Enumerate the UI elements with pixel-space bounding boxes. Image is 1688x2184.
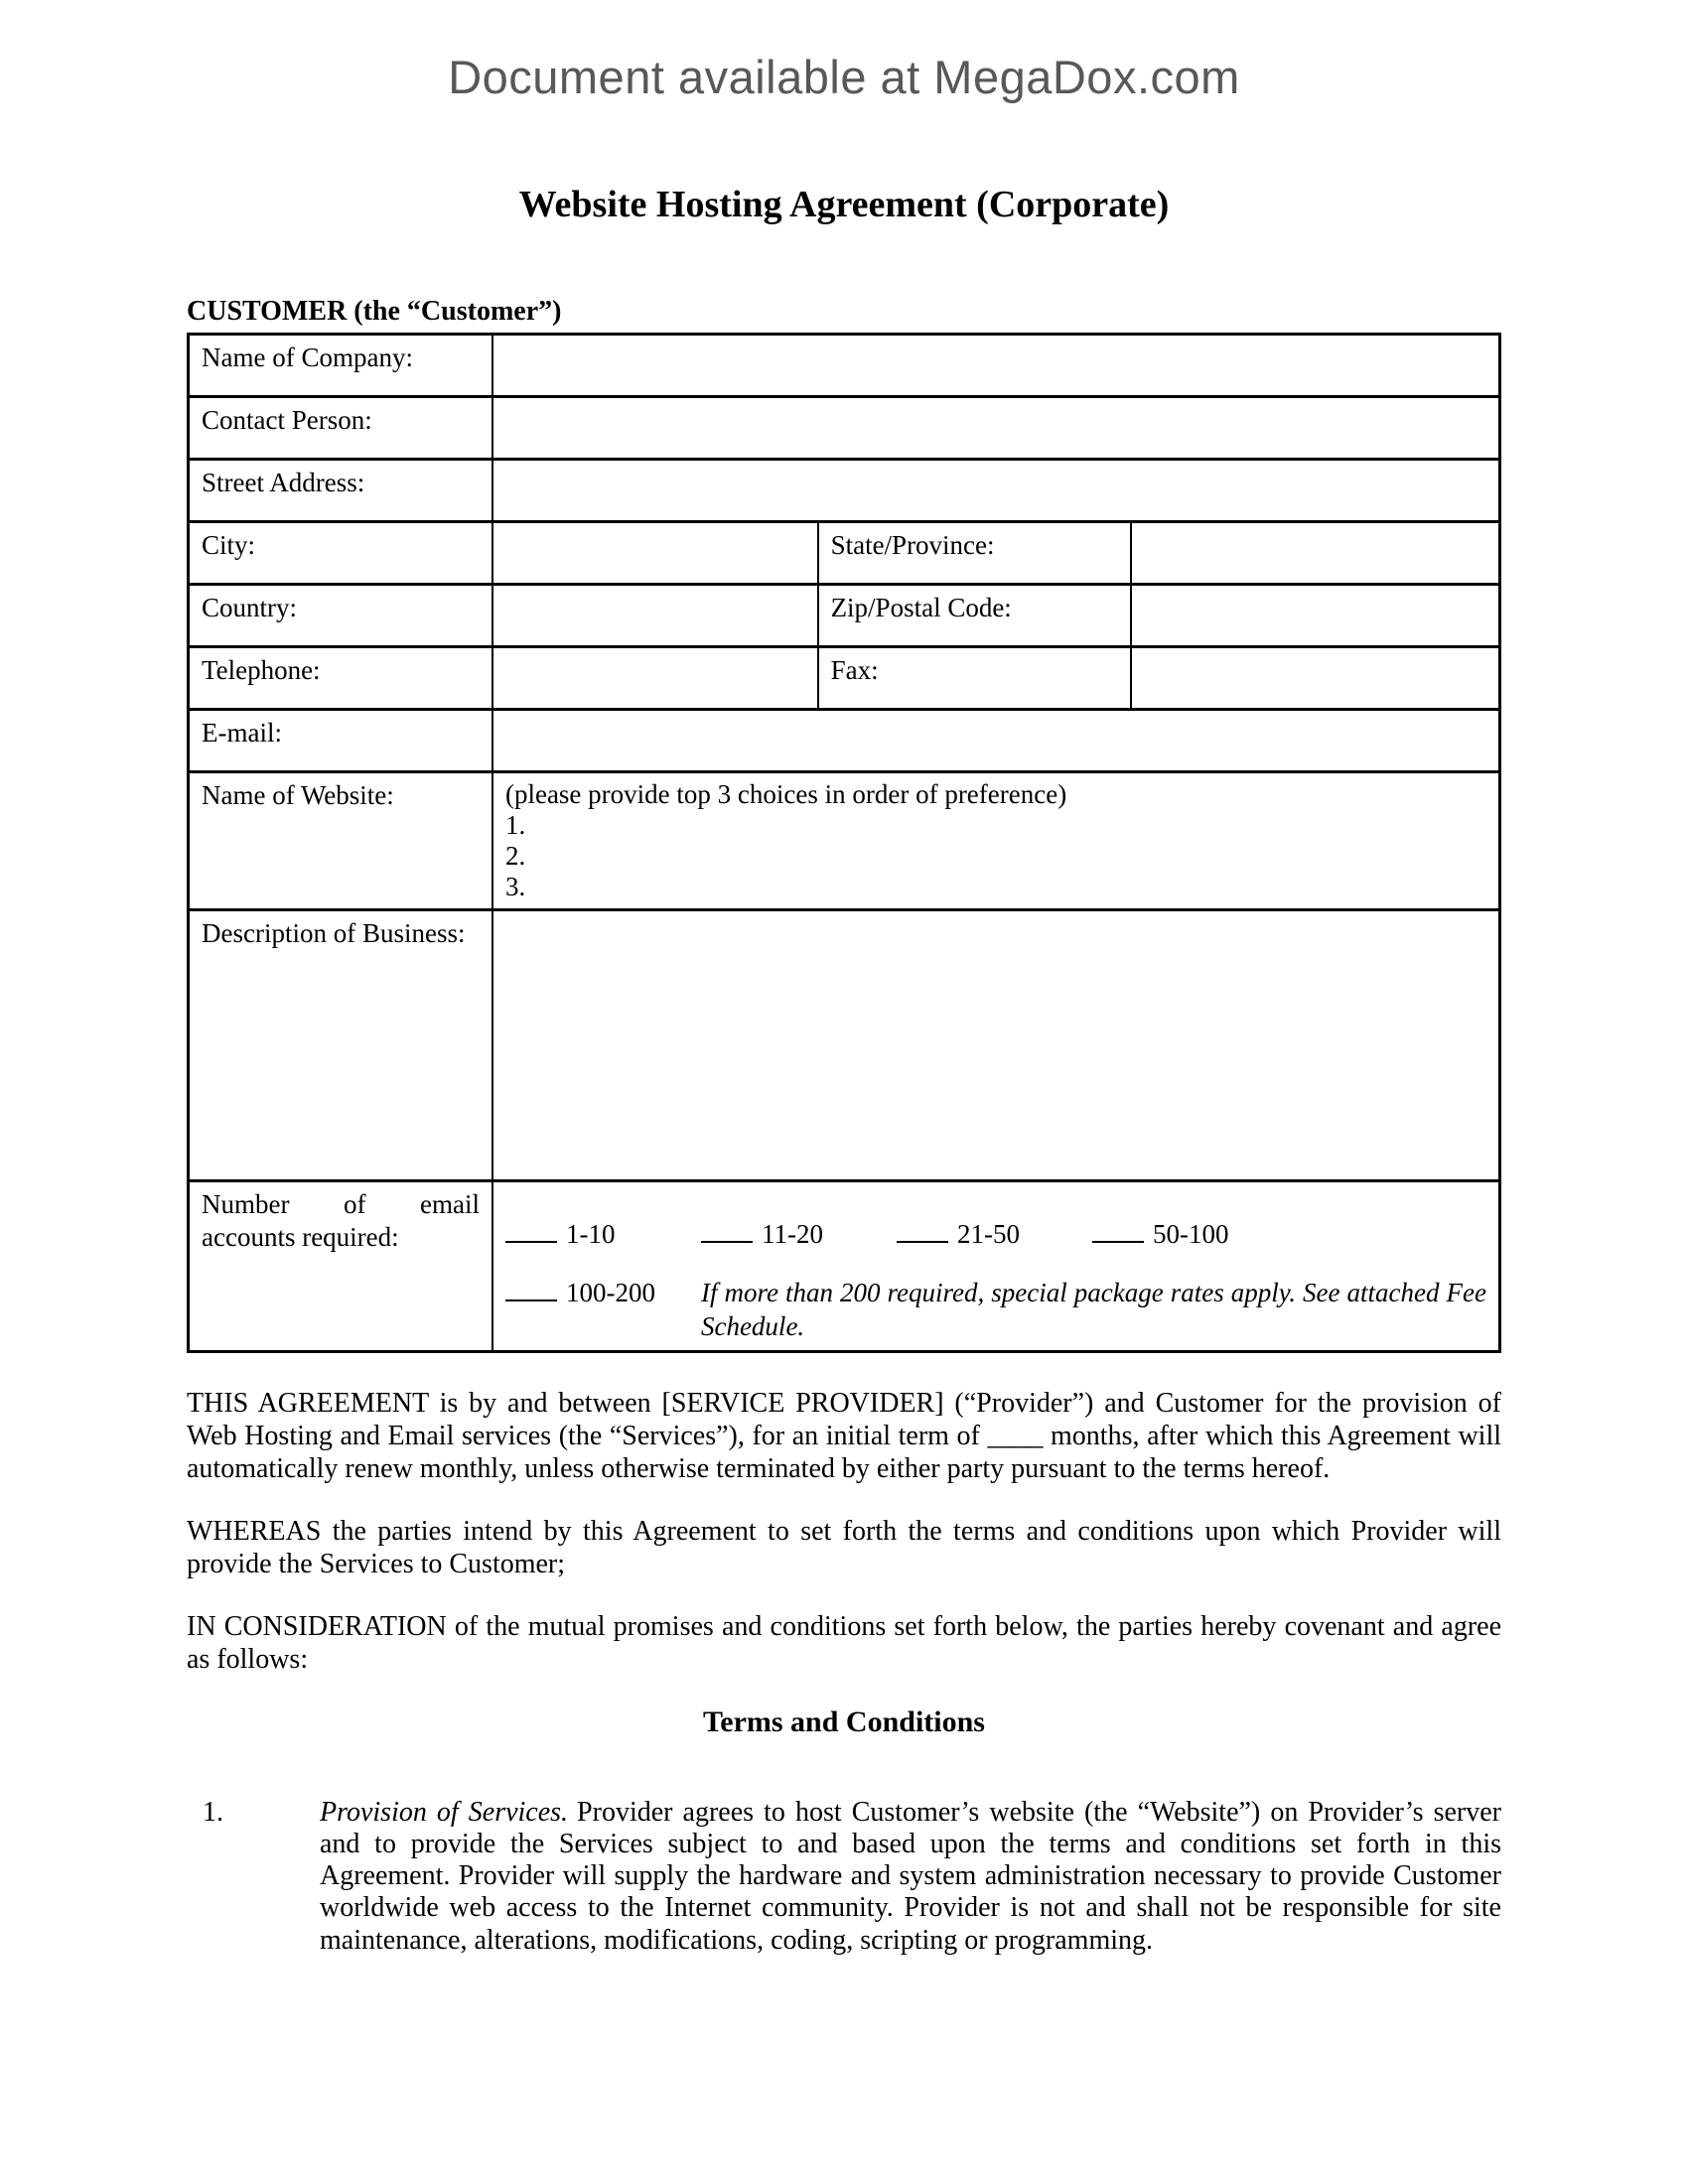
table-row — [189, 1181, 1500, 1351]
document-title: Website Hosting Agreement (Corporate) — [518, 184, 1170, 225]
option-label: 1-10 — [565, 1219, 616, 1250]
website-choice-3: 3. — [504, 872, 526, 902]
fill-in-blank — [897, 1237, 948, 1243]
term-text — [320, 1797, 1501, 1957]
website-choice-2: 2. — [504, 841, 526, 872]
state-province-field — [1131, 522, 1499, 585]
fill-in-blank — [505, 1296, 557, 1301]
table-row — [189, 585, 1500, 647]
term-body: Provider agrees to host Customer’s website (the “Website”) on Provider’s server and to provide the Services subject to and based upon the terms and conditions set forth in this Agreement. Provider will supply the hardware and system administration necessary to provide Customer worldwide web access to the Internet community. Provider is not and shall not be responsible for site maintenance, alterations, modifications, coding, scripting or programming. — [320, 1796, 1502, 1956]
zip-postal-code-field — [1131, 585, 1499, 647]
country-field — [492, 585, 818, 647]
watermark-text: Document available at MegaDox.com — [448, 51, 1240, 103]
option-label: 100-200 — [565, 1278, 655, 1308]
table-row — [189, 647, 1500, 710]
document-content — [187, 296, 1501, 1957]
website-choice-1: 1. — [504, 810, 526, 841]
fax-label: Fax: — [818, 647, 1132, 710]
email-label: E-mail: — [189, 710, 492, 772]
table-row — [189, 772, 1500, 910]
fill-in-blank — [505, 1237, 557, 1243]
telephone-field — [492, 647, 818, 710]
name-of-company-label: Name of Company: — [189, 335, 492, 397]
name-of-company-field — [492, 335, 1500, 397]
email-field — [492, 710, 1500, 772]
term-number: 1. — [203, 1796, 223, 1828]
description-of-business-field — [492, 910, 1500, 1181]
city-field — [492, 522, 818, 585]
state-province-label: State/Province: — [818, 522, 1132, 585]
fee-schedule-note: If more than 200 required, special package rates apply. See attached Fee Schedule. — [700, 1278, 1486, 1341]
terms-and-conditions-heading: Terms and Conditions — [703, 1705, 985, 1738]
fill-in-blank — [701, 1237, 753, 1243]
name-of-website-field — [492, 772, 1500, 910]
description-of-business-label: Description of Business: — [189, 910, 492, 1181]
zip-postal-code-label: Zip/Postal Code: — [818, 585, 1132, 647]
table-row — [189, 522, 1500, 585]
fax-field — [1131, 647, 1499, 710]
email-accounts-options-row-2 — [505, 1277, 1486, 1344]
email-accounts-option — [505, 1218, 701, 1251]
option-label: 50-100 — [1152, 1219, 1229, 1250]
table-row — [189, 910, 1500, 1181]
term-title: Provision of Services. — [320, 1796, 569, 1828]
table-row — [189, 335, 1500, 397]
email-accounts-option — [701, 1218, 897, 1251]
website-preference-note: (please provide top 3 choices in order of preference) — [504, 779, 1067, 809]
customer-form-table — [187, 333, 1501, 1353]
street-address-field — [492, 460, 1500, 522]
email-accounts-options-row — [505, 1218, 1486, 1251]
telephone-label: Telephone: — [189, 647, 492, 710]
option-label: 11-20 — [761, 1219, 823, 1250]
whereas-paragraph: WHEREAS the parties intend by this Agreement to set forth the terms and conditions upon which Provider will provide the Services to Customer; — [187, 1515, 1501, 1579]
street-address-label: Street Address: — [189, 460, 492, 522]
email-accounts-field — [492, 1181, 1500, 1351]
option-label: 21-50 — [956, 1219, 1020, 1250]
name-of-website-label: Name of Website: — [189, 772, 492, 910]
table-row — [189, 460, 1500, 522]
city-label: City: — [189, 522, 492, 585]
contact-person-field — [492, 397, 1500, 460]
email-accounts-option — [505, 1277, 701, 1344]
email-accounts-option — [897, 1218, 1092, 1251]
consideration-paragraph: IN CONSIDERATION of the mutual promises and conditions set forth below, the parties hereby covenant and agree as follows: — [187, 1610, 1501, 1675]
contact-person-label: Contact Person: — [189, 397, 492, 460]
email-accounts-option — [1092, 1218, 1229, 1251]
intro-paragraphs — [187, 1387, 1501, 1676]
table-row — [189, 397, 1500, 460]
customer-section-heading: CUSTOMER (the “Customer”) — [187, 296, 562, 327]
term-item-1 — [187, 1797, 1501, 1957]
email-accounts-label: Number of email accounts required: — [189, 1181, 492, 1351]
agreement-paragraph: THIS AGREEMENT is by and between [SERVICE PROVIDER] (“Provider”) and Customer for the provision of Web Hosting and Email services (the “Services”), for an initial term of ____ months, after which this Agreement will automatically renew monthly, unless otherwise terminated by either party pursuant to the terms hereof. — [187, 1387, 1501, 1484]
country-label: Country: — [189, 585, 492, 647]
table-row — [189, 710, 1500, 772]
fill-in-blank — [1092, 1237, 1144, 1243]
